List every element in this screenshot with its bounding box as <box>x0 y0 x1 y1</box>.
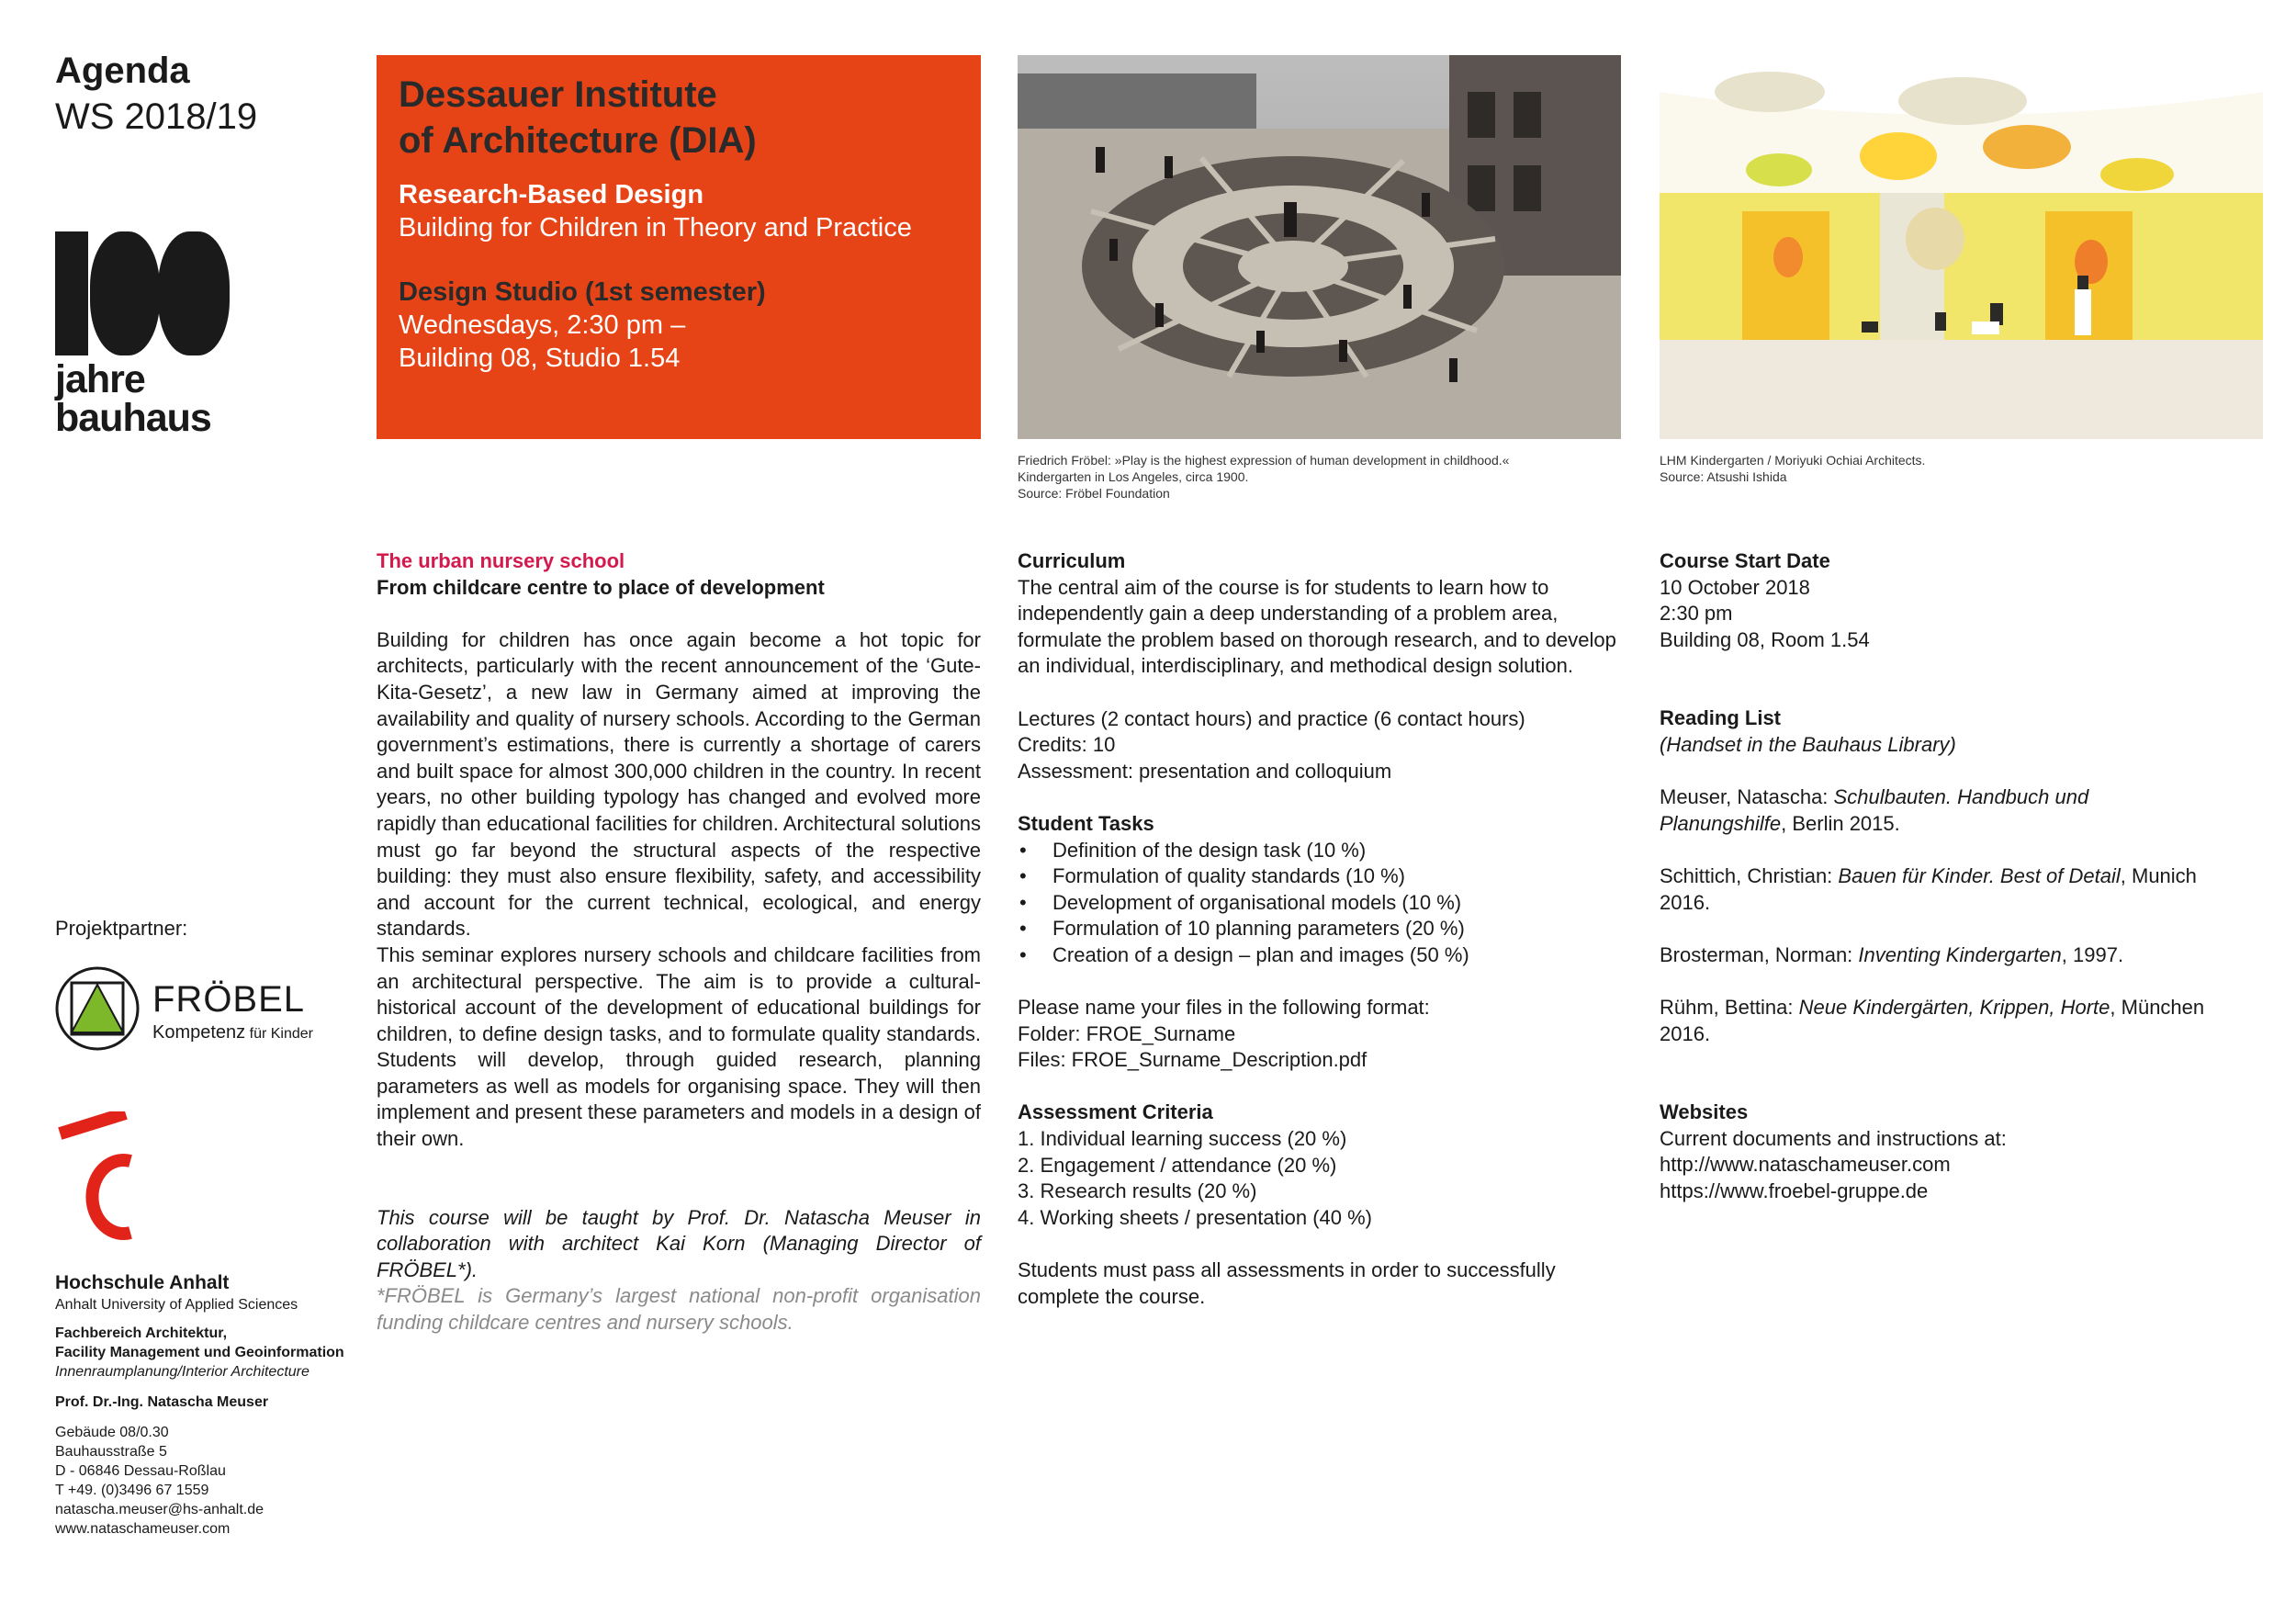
curriculum-text: The central aim of the course is for students to learn how to independently gain a deep understanding of a problem area, formulate the problem based on thorough research, and to develop an individual, interdisciplinary, and methodical design solution. <box>1018 575 1616 678</box>
list-item: • Definition of the design task (10 %) <box>1018 838 1624 864</box>
curriculum-heading: Curriculum <box>1018 549 1126 572</box>
historic-kindergarten-photo <box>1018 55 1621 439</box>
photo2-caption-line2: Source: Atsushi Ishida <box>1660 469 1787 484</box>
bauhaus-logo-text <box>55 357 211 440</box>
institute-name-1: Dessauer Institute <box>399 74 717 115</box>
website-link-froebel[interactable]: https://www.froebel-gruppe.de <box>1660 1179 1929 1202</box>
partner-label: Projektpartner: <box>55 917 188 940</box>
froebel-wordmark: FRÖBEL <box>152 979 306 1020</box>
book-author: Schittich, Christian: <box>1660 863 1839 887</box>
book-details: , München 2016. <box>1660 995 2205 1045</box>
photo1-caption <box>1018 452 1621 502</box>
address-line: Gebäude 08/0.30 <box>55 1425 169 1440</box>
book-title: Inventing Kindergarten <box>1858 942 2062 966</box>
froebel-logo <box>55 964 340 1053</box>
studio-schedule: Wednesdays, 2:30 pm – <box>399 310 686 340</box>
photo1-caption-line2: Kindergarten in Los Angeles, circa 1900. <box>1018 469 1249 484</box>
contact-hours: Lectures (2 contact hours) and practice (6 contact hours) <box>1018 706 1525 730</box>
book-title: Schulbauten. Handbuch und Planungshilfe <box>1660 785 2089 835</box>
book-entry <box>1660 784 2211 837</box>
book-author: Rühm, Bettina: <box>1660 995 1799 1019</box>
taught-by-note: This course will be taught by Prof. Dr. Natascha Meuser in collaboration with architect Kai Korn (Managing Director of FRÖBEL*). <box>377 1205 981 1281</box>
list-item: 2. Engagement / attendance (20 %) <box>1018 1153 1337 1177</box>
reading-list-heading: Reading List <box>1660 706 1782 730</box>
institute-name-2: of Architecture (DIA) <box>399 120 757 161</box>
froebel-tagline-word: Kompetenz <box>152 1022 246 1043</box>
list-item: 4. Working sheets / presentation (40 %) <box>1018 1205 1373 1229</box>
website-link-nataschameuser[interactable]: http://www.nataschameuser.com <box>1660 1153 1951 1177</box>
column-intro <box>377 548 981 1336</box>
assessment-type: Assessment: presentation and colloquium <box>1018 759 1392 783</box>
credits: Credits: 10 <box>1018 733 1116 757</box>
phone-number: T +49. (0)3496 67 1559 <box>55 1483 209 1498</box>
address-line: D - 06846 Dessau-Roßlau <box>55 1463 226 1479</box>
file-format: Files: FROE_Surname_Description.pdf <box>1018 1048 1367 1072</box>
book-details: , Munich 2016. <box>1660 863 2197 914</box>
intro-subheading: From childcare centre to place of development <box>377 575 825 599</box>
file-format-intro: Please name your files in the following format: <box>1018 996 1430 1020</box>
university-name: Hochschule Anhalt <box>55 1272 230 1293</box>
pass-note: Students must pass all assessments in order to successfully complete the course. <box>1018 1258 1556 1308</box>
photo2-caption-line1: LHM Kindergarten / Moriyuki Ochiai Architects. <box>1660 453 1926 468</box>
photo2-caption <box>1660 452 2263 485</box>
faculty-line-2: Facility Management und Geoinformation <box>55 1345 344 1360</box>
bauhaus-100-logo <box>55 231 230 355</box>
university-contact <box>55 1271 344 1539</box>
froebel-tagline-suffix: für Kinder <box>245 1026 313 1042</box>
bauhaus-logo-jahre: jahre <box>55 357 145 401</box>
start-date-heading: Course Start Date <box>1660 549 1830 572</box>
reading-list-note: (Handset in the Bauhaus Library) <box>1660 732 1956 756</box>
book-details: , 1997. <box>2061 942 2124 966</box>
intro-paragraph-1: Building for children has once again become a hot topic for architects, particularly with the recent announcement of the ‘Gute-Kita-Gesetz’, a new law in Germany aimed at improving the availability and quality of nursery schools. According to the German government’s estimations, there is currently a shortage of carers and built space for almost 300,000 children in the country. In recent years, no other building typology has changed and evolved more rapidly than educational facilities for children. Architectural solutions must go far beyond the structural aspects of the respective building: they must also ensure flexibility, safety, and accessibility and account for the current technical, ecological, and energy standards. <box>377 627 981 941</box>
start-room: Building 08, Room 1.54 <box>1660 627 1870 651</box>
list-item: 3. Research results (20 %) <box>1018 1179 1257 1203</box>
websites-intro: Current documents and instructions at: <box>1660 1126 2007 1150</box>
term-label: WS 2018/19 <box>55 96 258 137</box>
studio-location: Building 08, Studio 1.54 <box>399 344 681 373</box>
book-entry <box>1660 995 2211 1047</box>
agenda-header <box>55 48 257 140</box>
book-title: Bauen für Kinder. Best of Detail <box>1838 863 2121 887</box>
book-title: Neue Kindergärten, Krippen, Horte <box>1798 995 2110 1019</box>
website-link[interactable]: www.nataschameuser.com <box>55 1521 231 1537</box>
folder-format: Folder: FROE_Surname <box>1018 1021 1236 1045</box>
department: Innenraumplanung/Interior Architecture <box>55 1364 310 1380</box>
email-link[interactable]: natascha.meuser@hs-anhalt.de <box>55 1502 264 1517</box>
photo1-caption-line3: Source: Fröbel Foundation <box>1018 486 1170 501</box>
faculty-line-1: Fachbereich Architektur, <box>55 1325 228 1341</box>
list-item: • Creation of a design – plan and images (50 %) <box>1018 942 1624 969</box>
criteria-heading: Assessment Criteria <box>1018 1100 1213 1124</box>
froebel-footnote: *FRÖBEL is Germany’s largest national non-profit organisation funding childcare centres and nursery schools. <box>377 1284 981 1335</box>
start-date: 10 October 2018 <box>1660 575 1810 599</box>
intro-heading: The urban nursery school <box>377 549 625 572</box>
book-author: Meuser, Natascha: <box>1660 785 1834 809</box>
book-entry <box>1660 942 2211 969</box>
address-line: Bauhausstraße 5 <box>55 1444 167 1460</box>
column-details <box>1660 548 2211 1204</box>
course-topic: Building for Children in Theory and Practice <box>399 213 912 242</box>
university-name-en: Anhalt University of Applied Sciences <box>55 1297 298 1313</box>
professor-name: Prof. Dr.-Ing. Natascha Meuser <box>55 1394 269 1410</box>
book-entry <box>1660 863 2211 916</box>
studio-title: Design Studio (1st semester) <box>399 277 766 307</box>
bauhaus-logo-bauhaus: bauhaus <box>55 396 211 440</box>
book-author: Brosterman, Norman: <box>1660 942 1859 966</box>
course-info-box <box>377 55 981 439</box>
course-subtitle: Research-Based Design <box>399 180 704 209</box>
list-item: • Formulation of 10 planning parameters (20 %) <box>1018 916 1624 942</box>
modern-kindergarten-photo <box>1660 55 2263 439</box>
photo1-caption-line1: Friedrich Fröbel: »Play is the highest expression of human development in childhood.« <box>1018 453 1510 468</box>
list-item: • Development of organisational models (10 %) <box>1018 890 1624 917</box>
agenda-title: Agenda <box>55 51 190 91</box>
start-time: 2:30 pm <box>1660 602 1733 626</box>
tasks-list <box>1018 838 1624 969</box>
intro-paragraph-2: This seminar explores nursery schools and childcare facilities from an architectural perspective. The aim is to provide a cultural-historical account of the development of educational buildings for children, to define design tasks, and to formulate quality standards. Students will develop, through guided research, planning parameters as well as models for organising space. They will then implement and present these parameters and models in a design of their own. <box>377 942 981 1151</box>
hochschule-anhalt-logo <box>55 1111 138 1247</box>
book-details: , Berlin 2015. <box>1781 811 1900 835</box>
list-item: 1. Individual learning success (20 %) <box>1018 1127 1347 1151</box>
tasks-heading: Student Tasks <box>1018 811 1154 835</box>
froebel-tagline <box>152 1021 313 1045</box>
websites-heading: Websites <box>1660 1100 1749 1124</box>
column-curriculum <box>1018 548 1624 1310</box>
list-item: • Formulation of quality standards (10 %) <box>1018 863 1624 890</box>
